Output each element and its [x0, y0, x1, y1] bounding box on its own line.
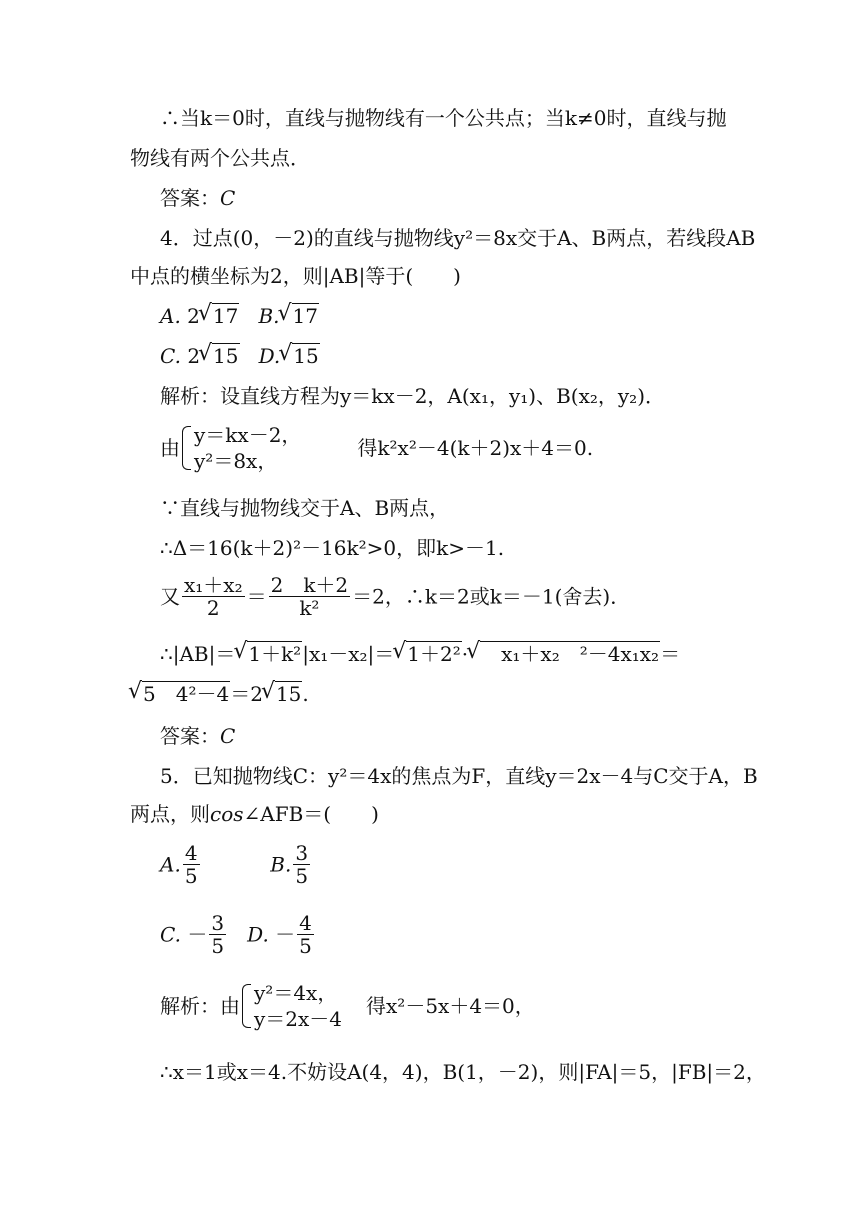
fraction-rest: ＝2，∴k＝2或k＝－1(舍去)． [352, 584, 631, 609]
sqrt-3: √ x₁＋x₂ ²－4x₁x₂ [468, 640, 660, 668]
text-line: ∴当k＝0时，直线与抛物线有一个公共点；当k≠0时，直线与抛 [160, 106, 727, 130]
option-d-letter: D. [258, 344, 281, 368]
question-4-options-ab [160, 302, 319, 330]
question-4-options-cd [160, 342, 320, 370]
option-c-letter: C. [160, 344, 181, 368]
sqrt-2: √ 1＋2² [394, 640, 461, 668]
fraction-prefix: 又 [160, 584, 180, 609]
sqrt-5: √ 15 [263, 680, 302, 708]
answer-value: C [220, 724, 236, 748]
option-a-letter: A. [160, 852, 181, 877]
solution-line: ∴Δ＝16(k＋2)²－16k²>0，即k>－1. [160, 536, 505, 560]
system-brace: y＝kx－2， y²＝8x， [180, 422, 301, 474]
question-5-options-ab [160, 842, 312, 887]
ab-length-line-2: √ 5 4²－4＝2√ 15. [130, 680, 309, 708]
option-b-letter: B. [258, 304, 280, 328]
question-5-line-2: 两点，则cos∠AFB＝( ) [130, 802, 379, 826]
option-a-fraction: $\frac{4}{5}$ [184, 841, 198, 888]
answer-label: 答案： [160, 186, 220, 210]
option-a-coef: 2 [187, 304, 200, 328]
answer-value: C [220, 186, 236, 210]
option-b-letter: B. [270, 852, 292, 877]
answer-label: 答案： [160, 724, 220, 748]
sqrt-4: √ 5 4²－4 [130, 680, 230, 708]
option-c-coef: 2 [187, 344, 201, 368]
question-4-line-1: 4．过点(0，－2)的直线与抛物线y²＝8x交于A、B两点，若线段AB [160, 226, 756, 250]
system-prefix: 由 [160, 436, 180, 460]
option-c-sqrt: √ 15 [200, 342, 239, 370]
option-d-letter: D. [247, 922, 269, 947]
system-result: 得k²x²－4(k＋2)x＋4＝0. [357, 436, 594, 460]
option-b-fraction: $\frac{3}{5}$ [295, 841, 309, 888]
equation-system-2 [160, 980, 535, 1032]
fraction-line: 又 $\frac{\text{x₁＋x₂}}{2}$ ＝ $\frac{2 k+2}{\text{k²}}$ ＝2，∴k＝2或k＝－1(舍去)． [160, 573, 631, 620]
option-d-fraction: $\frac{4}{5}$ [299, 911, 312, 958]
solution-line: 解析：设直线方程为y＝kx－2，A(x₁，y₁)、B(x₂，y₂)． [160, 384, 665, 408]
option-b-sqrt: √ 17 [280, 302, 319, 330]
solution-line: ∴x＝1或x＝4.不妨设A(4，4)，B(1，－2)，则|FA|＝5，|FB|＝2， [160, 1060, 766, 1084]
solution-line: ∵直线与抛物线交于A、B两点， [160, 496, 450, 520]
system-result: 得x²－5x＋4＝0， [366, 994, 535, 1018]
option-c-letter: C. [160, 922, 181, 947]
system-prefix: 解析：由 [160, 994, 240, 1018]
ab-length-line: ∴|AB|＝√ 1＋k²|x₁－x₂|＝√ 1＋2²·√ x₁＋x₂ ²－4x₁x₂＝ [160, 640, 680, 668]
fraction-2: $\frac{2 k+2}{\text{k²}}$ [270, 573, 349, 620]
system-brace: y²＝4x， y＝2x－4 [240, 980, 342, 1032]
option-a-sqrt: √ 17 [200, 302, 239, 330]
question-5-options-cd: C. － $\frac{3}{5}$ D. － $\frac{4}{5}$ [160, 911, 312, 958]
sqrt-1: √ 1＋k² [235, 640, 302, 668]
fraction-1: $\frac{\text{x₁＋x₂}}{2}$ [184, 573, 243, 620]
text-line: 物线有两个公共点． [130, 146, 310, 170]
answer-line [160, 184, 235, 212]
option-d-sqrt: √ 15 [280, 342, 319, 370]
equation-system [160, 422, 593, 474]
question-4-line-2: 中点的横坐标为2，则|AB|等于( ) [130, 264, 461, 288]
question-5-line-1: 5．已知抛物线C：y²＝4x的焦点为F，直线y＝2x－4与C交于A，B [160, 764, 758, 788]
option-c-fraction: $\frac{3}{5}$ [211, 911, 225, 958]
answer-line [160, 722, 235, 750]
option-a-letter: A. [160, 304, 181, 328]
